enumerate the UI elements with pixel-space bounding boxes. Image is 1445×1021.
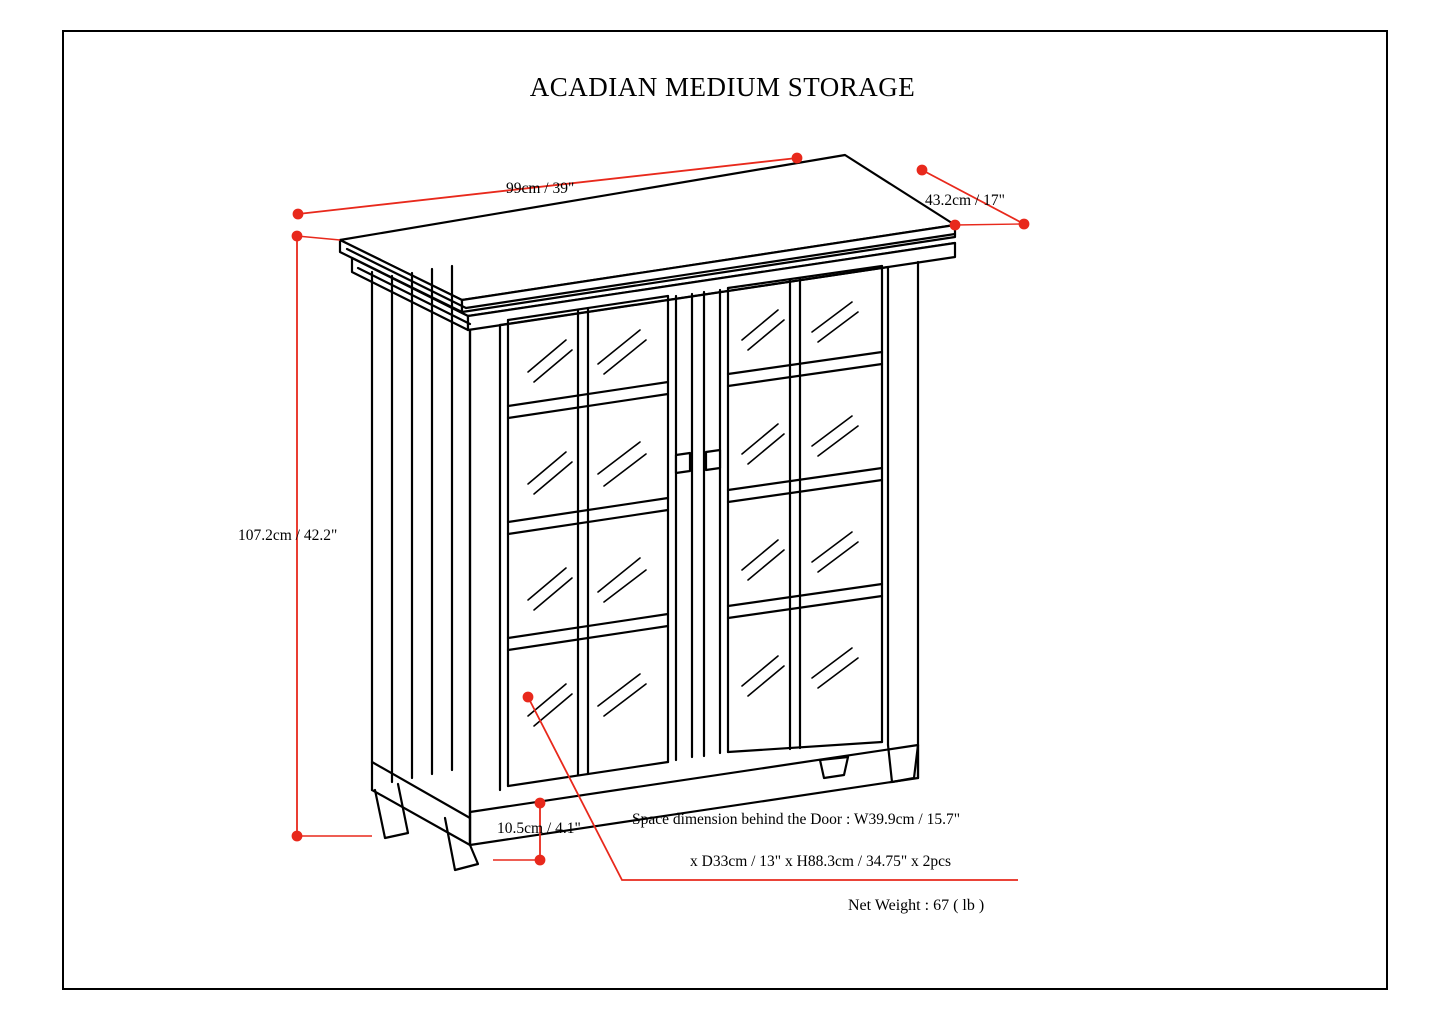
right-door <box>728 266 882 752</box>
dimension-label-depth: 43.2cm / 17" <box>925 192 1005 209</box>
interior-space-note-line-2: x D33cm / 13" x H88.3cm / 34.75" x 2pcs <box>690 853 952 870</box>
dimension-label-height: 107.2cm / 42.2" <box>238 527 338 544</box>
left-door <box>508 296 668 786</box>
cabinet-front-frame <box>470 262 918 845</box>
page-title: ACADIAN MEDIUM STORAGE <box>529 72 916 102</box>
dimension-label-foot-clearance: 10.5cm / 4.1" <box>497 820 581 837</box>
center-stiles <box>676 290 720 760</box>
net-weight-note: Net Weight : 67 ( lb ) <box>848 897 985 914</box>
interior-space-note-line-1: Space dimension behind the Door : W39.9cm / 15.7" <box>632 811 961 828</box>
cabinet-side-panel <box>372 266 470 845</box>
dimension-label-width: 99cm / 39" <box>506 180 575 197</box>
cabinet-legs <box>375 745 918 870</box>
door-knobs <box>676 450 720 473</box>
